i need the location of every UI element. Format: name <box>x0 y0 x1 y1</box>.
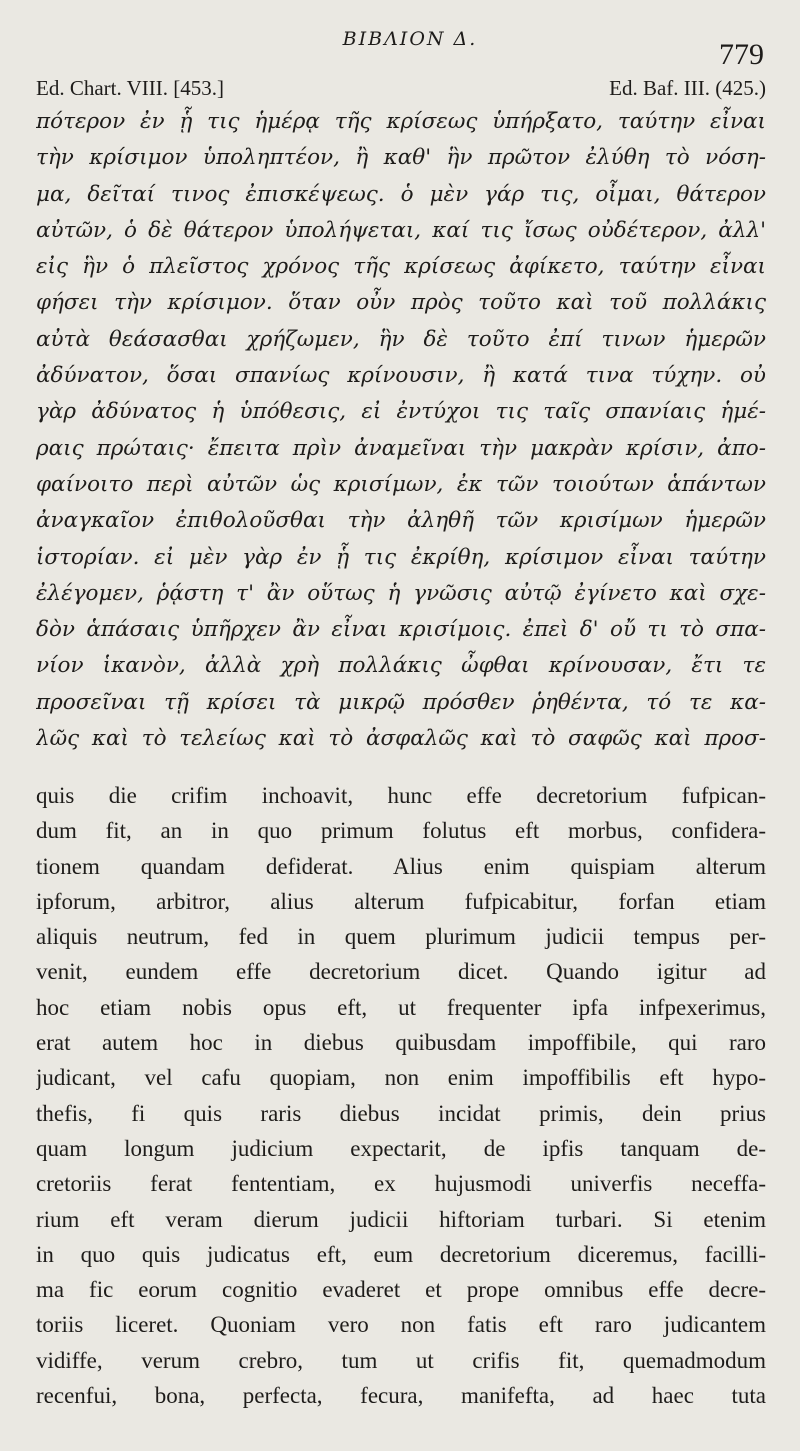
greek-line: ἀναγκαῖον ἐπιθολοῦσθαι τὴν ἀληθῆ τῶν κρισίμων ἡμερῶν <box>36 508 766 534</box>
latin-line: quis die crifim inchoavit, hunc effe decretorium fufpican- <box>36 783 766 808</box>
page-number: 779 <box>719 38 764 71</box>
greek-line: αὐτὰ θεάσασθαι χρήζωμεν, ἣν δὲ τοῦτο ἐπί τινων ἡμερῶν <box>36 326 766 352</box>
greek-line: φαίνοιτο περὶ αὐτῶν ὡς κρισίμων, ἐκ τῶν τοιούτων ἁπάντων <box>36 471 766 497</box>
greek-line: μα, δεῖταί τινος ἐπισκέψεως. ὁ μὲν γάρ τις, οἶμαι, θάτερον <box>36 181 766 207</box>
latin-line: ma fic eorum cognitio evaderet et prope omnibus effe decre- <box>36 1277 766 1303</box>
greek-text-block <box>36 104 766 757</box>
latin-line: dum fit, an in quo primum folutus eft morbus, confidera- <box>36 818 766 844</box>
greek-line: τὴν κρίσιμον ὑποληπτέον, ἢ καθ' ἣν πρῶτον ἐλύθη τὸ νόση- <box>36 145 766 171</box>
edition-chartier-ref: Ed. Chart. VIII. [453.] <box>36 76 224 100</box>
latin-line: ipforum, arbitror, alius alterum fufpicabitur, forfan etiam <box>36 888 766 914</box>
greek-line: ραις πρώταις· ἔπειτα πρὶν ἀναμεῖναι τὴν μακρὰν κρίσιν, ἀπο- <box>36 435 766 461</box>
greek-line: ἱστορίαν. εἰ μὲν γὰρ ἐν ᾗ τις ἐκρίθη, κρίσιμον εἶναι ταύτην <box>36 544 766 570</box>
edition-references <box>36 76 766 102</box>
greek-line: πότερον ἐν ᾗ τις ἡμέρᾳ τῆς κρίσεως ὑπήρξατο, ταύτην εἶναι <box>36 109 766 134</box>
latin-line: aliquis neutrum, fed in quem plurimum judicii tempus per- <box>36 924 766 950</box>
latin-line: vidiffe, verum crebro, tum ut crifis fit, quemadmodum <box>36 1347 766 1373</box>
latin-line: venit, eundem effe decretorium dicet. Quando igitur ad <box>36 959 766 985</box>
latin-line: judicant, vel cafu quopiam, non enim impoffibilis eft hypo- <box>36 1065 766 1091</box>
edition-basel-ref: Ed. Baf. III. (425.) <box>609 76 766 100</box>
latin-line: quam longum judicium expectarit, de ipfis tanquam de- <box>36 1135 766 1161</box>
latin-line: toriis liceret. Quoniam vero non fatis eft raro judicantem <box>36 1312 766 1338</box>
latin-line: erat autem hoc in diebus quibusdam impoffibile, qui raro <box>36 1030 766 1056</box>
greek-line: προσεῖναι τῇ κρίσει τὰ μικρῷ πρόσθεν ῥηθέντα, τό τε κα- <box>36 689 766 715</box>
greek-line: φήσει τὴν κρίσιμον. ὅταν οὖν πρὸς τοῦτο καὶ τοῦ πολλάκις <box>36 290 766 316</box>
latin-line: tionem quandam defiderat. Alius enim quispiam alterum <box>36 853 766 879</box>
latin-line: recenfui, bona, perfecta, fecura, manifefta, ad haec tuta <box>36 1383 766 1409</box>
latin-text-block <box>36 778 766 1413</box>
latin-line: cretoriis ferat fententiam, ex hujusmodi univerfis neceffa- <box>36 1171 766 1197</box>
greek-line: ἐλέγομεν, ῥᾴστη τ' ἂν οὕτως ἡ γνῶσις αὐτῷ ἐγίνετο καὶ σχε- <box>36 580 766 606</box>
greek-line: νίον ἱκανὸν, ἀλλὰ χρὴ πολλάκις ὦφθαι κρίνουσαν, ἔτι τε <box>36 653 766 679</box>
greek-line: γὰρ ἀδύνατος ἡ ὑπόθεσις, εἰ ἐντύχοι τις ταῖς σπανίαις ἡμέ- <box>36 399 766 425</box>
latin-line: hoc etiam nobis opus eft, ut frequenter ipfa infpexerimus, <box>36 994 766 1020</box>
latin-line: thefis, fi quis raris diebus incidat primis, dein prius <box>36 1100 766 1126</box>
latin-line: rium eft veram dierum judicii hiftoriam turbari. Si etenim <box>36 1206 766 1232</box>
greek-line: λῶς καὶ τὸ τελείως καὶ τὸ ἀσφαλῶς καὶ τὸ σαφῶς καὶ προσ- <box>36 726 766 752</box>
greek-line: ἀδύνατον, ὅσαι σπανίως κρίνουσιν, ἢ κατά τινα τύχην. οὐ <box>36 363 766 389</box>
latin-line: in quo quis judicatus eft, eum decretorium diceremus, facilli- <box>36 1241 766 1267</box>
greek-line: εἰς ἣν ὁ πλεῖστος χρόνος τῆς κρίσεως ἀφίκετο, ταύτην εἶναι <box>36 254 766 280</box>
greek-line: αὐτῶν, ὁ δὲ θάτερον ὑπολήψεται, καί τις ἴσως οὐδέτερον, ἀλλ' <box>36 217 766 243</box>
running-title: ΒΙΒΛΙΟΝ Δ. <box>342 28 478 50</box>
greek-line: δὸν ἁπάσαις ὑπῆρχεν ἂν εἶναι κρισίμοις. ἐπεὶ δ' οὔ τι τὸ σπα- <box>36 617 766 643</box>
